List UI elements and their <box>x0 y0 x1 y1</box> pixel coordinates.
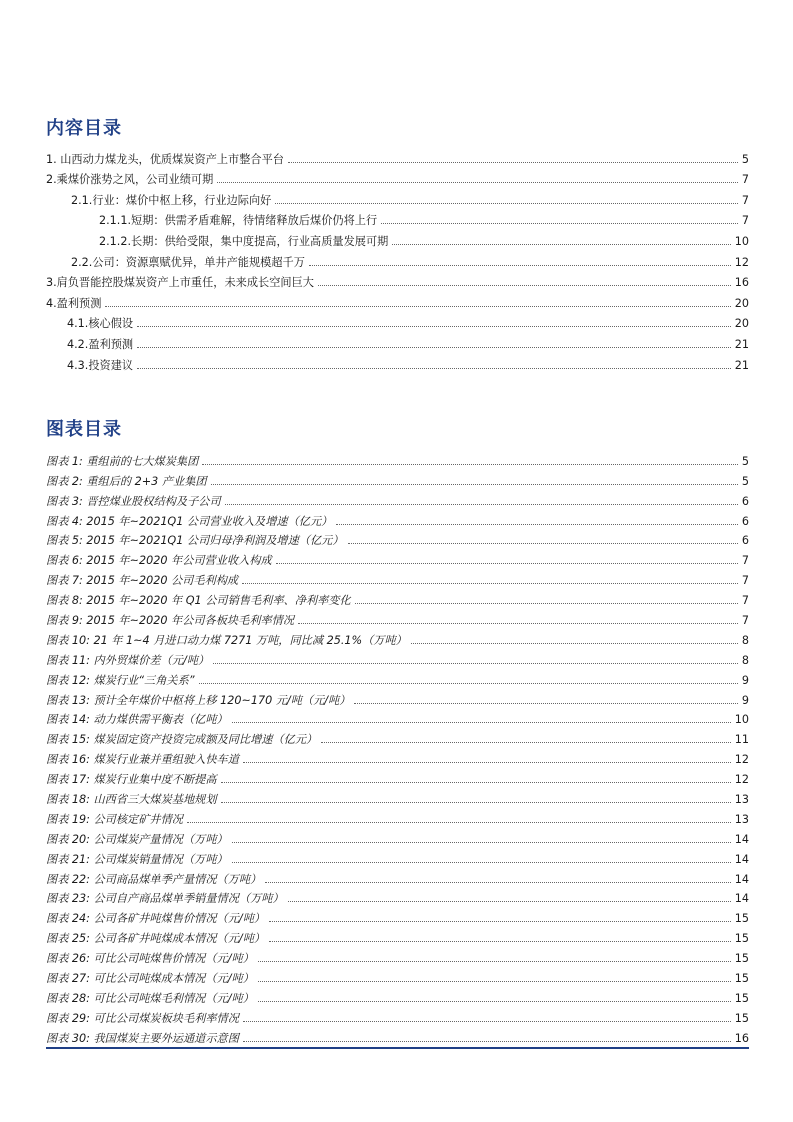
figure-entry-label: 图表 11: 内外贸煤价差（元/吨） <box>46 653 210 667</box>
figure-entry-page: 7 <box>741 614 749 628</box>
dot-leader <box>355 602 738 604</box>
dot-leader <box>243 1040 731 1042</box>
figure-entry[interactable] <box>46 648 749 668</box>
figure-entry[interactable] <box>46 1026 749 1046</box>
toc-entry-label: 3.肩负晋能控股煤炭资产上市重任，未来成长空间巨大 <box>46 276 314 290</box>
dot-leader <box>242 582 738 584</box>
toc-entry-page: 20 <box>734 317 749 331</box>
figure-entry[interactable] <box>46 1006 749 1026</box>
toc-list <box>46 146 749 373</box>
figure-entry-label: 图表 8: 2015 年~2020 年 Q1 公司销售毛利率、净利率变化 <box>46 594 351 608</box>
figure-entry[interactable] <box>46 966 749 986</box>
figure-entry-page: 11 <box>734 733 749 747</box>
figure-entry-page: 9 <box>741 673 749 687</box>
figure-entry-page: 13 <box>734 812 749 826</box>
bottom-divider <box>46 1047 749 1049</box>
toc-entry[interactable] <box>46 311 749 332</box>
figure-entry-label: 图表 30: 我国煤炭主要外运通道示意图 <box>46 1031 239 1045</box>
figure-list <box>46 449 749 1046</box>
figure-entry-page: 15 <box>734 912 749 926</box>
toc-entry-page: 20 <box>734 296 749 310</box>
toc-entry-label: 2.1.2.长期：供给受限，集中度提高，行业高质量发展可期 <box>99 234 389 248</box>
toc-entry[interactable] <box>46 290 749 311</box>
figure-entry-page: 15 <box>734 991 749 1005</box>
figure-entry-label: 图表 4: 2015 年~2021Q1 公司营业收入及增速（亿元） <box>46 514 333 528</box>
figure-entry-label: 图表 26: 可比公司吨煤售价情况（元/吨） <box>46 952 254 966</box>
figure-entry[interactable] <box>46 568 749 588</box>
figure-entry-page: 15 <box>734 952 749 966</box>
figure-entry-page: 5 <box>741 454 749 468</box>
toc-entry[interactable] <box>46 331 749 352</box>
figure-entry[interactable] <box>46 986 749 1006</box>
dot-leader <box>354 702 737 704</box>
dot-leader <box>221 781 731 783</box>
figure-entry[interactable] <box>46 887 749 907</box>
toc-entry-label: 4.3.投资建议 <box>67 358 134 372</box>
figure-entry[interactable] <box>46 767 749 787</box>
dot-leader <box>258 1000 731 1002</box>
dot-leader <box>199 682 738 684</box>
dot-leader <box>137 325 731 327</box>
toc-entry[interactable] <box>46 352 749 373</box>
figure-entry-label: 图表 14: 动力煤供需平衡表（亿吨） <box>46 713 228 727</box>
figure-entry-page: 10 <box>734 713 749 727</box>
figure-entry[interactable] <box>46 727 749 747</box>
toc-entry[interactable] <box>46 187 749 208</box>
dot-leader <box>213 662 738 664</box>
figure-entry[interactable] <box>46 847 749 867</box>
dot-leader <box>298 622 738 624</box>
dot-leader <box>137 346 731 348</box>
figure-entry-label: 图表 25: 公司各矿井吨煤成本情况（元/吨） <box>46 932 266 946</box>
figure-entry-label: 图表 27: 可比公司吨煤成本情况（元/吨） <box>46 972 254 986</box>
figure-entry-label: 图表 23: 公司自产商品煤单季销量情况（万吨） <box>46 892 284 906</box>
figure-entry-label: 图表 17: 煤炭行业集中度不断提高 <box>46 773 217 787</box>
figure-entry[interactable] <box>46 668 749 688</box>
figure-entry[interactable] <box>46 926 749 946</box>
figure-entry[interactable] <box>46 449 749 469</box>
dot-leader <box>243 761 731 763</box>
figure-entry-page: 9 <box>741 693 749 707</box>
dot-leader <box>265 881 730 883</box>
figure-entry-label: 图表 29: 可比公司煤炭板块毛利率情况 <box>46 1011 239 1025</box>
toc-entry-label: 1. 山西动力煤龙头，优质煤炭资产上市整合平台 <box>46 152 284 166</box>
figure-entry-label: 图表 28: 可比公司吨煤毛利情况（元/吨） <box>46 991 254 1005</box>
dot-leader <box>221 801 731 803</box>
toc-entry-page: 7 <box>741 214 749 228</box>
dot-leader <box>243 1020 731 1022</box>
figure-entry-page: 6 <box>741 514 749 528</box>
figure-entry-label: 图表 5: 2015 年~2021Q1 公司归母净利润及增速（亿元） <box>46 534 344 548</box>
toc-entry-page: 16 <box>734 276 749 290</box>
figure-entry-label: 图表 9: 2015 年~2020 年公司各板块毛利率情况 <box>46 614 295 628</box>
figure-entry-label: 图表 6: 2015 年~2020 年公司营业收入构成 <box>46 554 272 568</box>
dot-leader <box>288 161 738 163</box>
figure-entry[interactable] <box>46 906 749 926</box>
figure-entry-page: 13 <box>734 793 749 807</box>
figure-entry-page: 15 <box>734 972 749 986</box>
toc-entry[interactable] <box>46 270 749 291</box>
dot-leader <box>258 980 731 982</box>
dot-leader <box>348 542 738 544</box>
dot-leader <box>258 960 731 962</box>
figure-entry-label: 图表 1: 重组前的七大煤炭集团 <box>46 454 199 468</box>
toc-entry-label: 4.1.核心假设 <box>67 317 134 331</box>
figure-entry-label: 图表 20: 公司煤炭产量情况（万吨） <box>46 832 228 846</box>
figure-entry-label: 图表 18: 山西省三大煤炭基地规划 <box>46 793 217 807</box>
dot-leader <box>225 503 738 505</box>
figure-entry-page: 14 <box>734 892 749 906</box>
toc-entry[interactable] <box>46 208 749 229</box>
figure-entry[interactable] <box>46 548 749 568</box>
figure-list-heading: 图表目录 <box>46 419 122 440</box>
dot-leader <box>392 243 730 245</box>
figure-entry-page: 15 <box>734 932 749 946</box>
figure-entry[interactable] <box>46 787 749 807</box>
dot-leader <box>288 900 731 902</box>
figure-entry-page: 16 <box>734 1031 749 1045</box>
toc-entry-label: 4.盈利预测 <box>46 296 102 310</box>
toc-heading: 内容目录 <box>46 118 122 139</box>
toc-entry-page: 10 <box>734 234 749 248</box>
figure-entry[interactable] <box>46 867 749 887</box>
toc-entry[interactable] <box>46 228 749 249</box>
dot-leader <box>269 940 731 942</box>
figure-entry[interactable] <box>46 489 749 509</box>
figure-entry-label: 图表 19: 公司核定矿井情况 <box>46 812 183 826</box>
figure-entry-label: 图表 7: 2015 年~2020 公司毛利构成 <box>46 574 239 588</box>
figure-entry[interactable] <box>46 628 749 648</box>
figure-entry[interactable] <box>46 509 749 529</box>
dot-leader <box>381 222 738 224</box>
toc-entry-label: 2.2.公司：资源禀赋优异，单井产能规模超千万 <box>71 255 305 269</box>
dot-leader <box>411 642 738 644</box>
dot-leader <box>137 367 731 369</box>
toc-entry-page: 21 <box>734 337 749 351</box>
dot-leader <box>105 305 730 307</box>
figure-entry-page: 14 <box>734 852 749 866</box>
figure-entry[interactable] <box>46 588 749 608</box>
dot-leader <box>232 841 731 843</box>
dot-leader <box>232 861 731 863</box>
figure-entry-label: 图表 22: 公司商品煤单季产量情况（万吨） <box>46 872 262 886</box>
figure-entry-label: 图表 2: 重组后的 2+3 产业集团 <box>46 474 207 488</box>
toc-entry-page: 7 <box>741 193 749 207</box>
toc-entry-page: 7 <box>741 173 749 187</box>
figure-entry-label: 图表 16: 煤炭行业兼并重组驶入快车道 <box>46 753 239 767</box>
figure-entry[interactable] <box>46 708 749 728</box>
dot-leader <box>318 284 731 286</box>
figure-entry-label: 图表 12: 煤炭行业“三角关系” <box>46 673 195 687</box>
figure-entry[interactable] <box>46 608 749 628</box>
figure-entry-page: 12 <box>734 753 749 767</box>
toc-entry-label: 4.2.盈利预测 <box>67 337 134 351</box>
dot-leader <box>269 920 731 922</box>
figure-entry[interactable] <box>46 827 749 847</box>
figure-entry-page: 7 <box>741 574 749 588</box>
dot-leader <box>276 562 738 564</box>
toc-entry-label: 2.1.行业：煤价中枢上移，行业边际向好 <box>71 193 272 207</box>
dot-leader <box>202 463 738 465</box>
figure-entry-label: 图表 21: 公司煤炭销量情况（万吨） <box>46 852 228 866</box>
figure-entry-label: 图表 24: 公司各矿井吨煤售价情况（元/吨） <box>46 912 266 926</box>
figure-entry-page: 14 <box>734 832 749 846</box>
figure-entry-page: 7 <box>741 554 749 568</box>
figure-entry[interactable] <box>46 807 749 827</box>
dot-leader <box>336 523 738 525</box>
toc-entry[interactable] <box>46 146 749 167</box>
figure-entry-page: 14 <box>734 872 749 886</box>
toc-entry-page: 12 <box>734 255 749 269</box>
dot-leader <box>232 721 731 723</box>
dot-leader <box>321 741 731 743</box>
toc-entry-page: 21 <box>734 358 749 372</box>
figure-entry[interactable] <box>46 688 749 708</box>
toc-entry-label: 2.1.1.短期：供需矛盾难解，待情绪释放后煤价仍将上行 <box>99 214 378 228</box>
dot-leader <box>309 264 731 266</box>
figure-entry[interactable] <box>46 946 749 966</box>
toc-entry-label: 2.乘煤价涨势之风，公司业绩可期 <box>46 173 214 187</box>
figure-entry-page: 12 <box>734 773 749 787</box>
figure-entry-page: 5 <box>741 474 749 488</box>
dot-leader <box>275 202 738 204</box>
figure-entry-label: 图表 10: 21 年 1~4 月进口动力煤 7271 万吨，同比减 25.1%（万吨） <box>46 633 407 647</box>
figure-entry-page: 8 <box>741 633 749 647</box>
figure-entry[interactable] <box>46 469 749 489</box>
figure-entry[interactable] <box>46 747 749 767</box>
figure-entry-page: 8 <box>741 653 749 667</box>
dot-leader <box>187 821 731 823</box>
dot-leader <box>217 181 738 183</box>
figure-entry-label: 图表 13: 预计全年煤价中枢将上移 120~170 元/吨（元/吨） <box>46 693 351 707</box>
figure-entry[interactable] <box>46 529 749 549</box>
figure-entry-label: 图表 15: 煤炭固定资产投资完成额及同比增速（亿元） <box>46 733 318 747</box>
figure-entry-label: 图表 3: 晋控煤业股权结构及子公司 <box>46 494 221 508</box>
figure-entry-page: 15 <box>734 1011 749 1025</box>
figure-entry-page: 6 <box>741 494 749 508</box>
figure-entry-page: 6 <box>741 534 749 548</box>
toc-entry[interactable] <box>46 249 749 270</box>
dot-leader <box>211 483 738 485</box>
toc-entry-page: 5 <box>741 152 749 166</box>
toc-entry[interactable] <box>46 167 749 188</box>
figure-entry-page: 7 <box>741 594 749 608</box>
